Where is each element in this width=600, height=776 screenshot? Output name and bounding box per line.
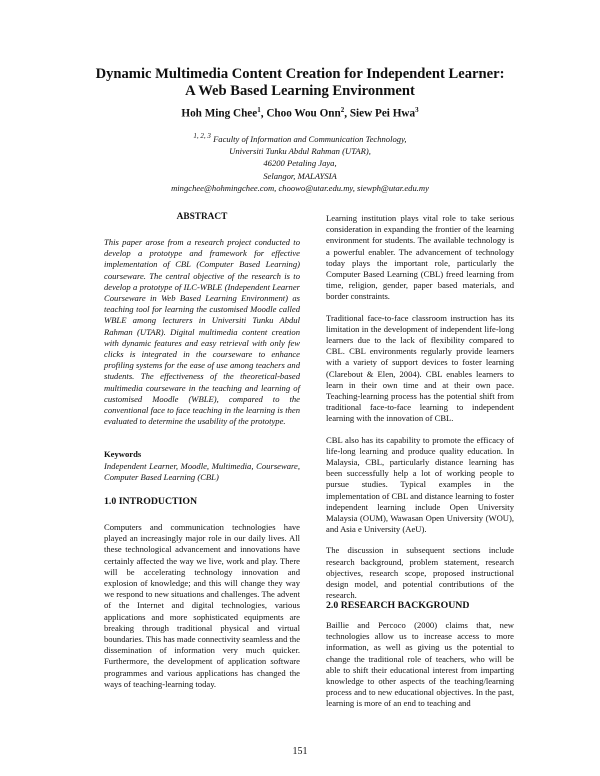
abstract-heading: ABSTRACT [176, 212, 228, 222]
affiliation-line: Universiti Tunku Abdul Rahman (UTAR), [229, 146, 371, 157]
section-heading-introduction: 1.0 INTRODUCTION [104, 496, 198, 507]
title-line-2: A Web Based Learning Environment [185, 83, 415, 99]
author-emails: mingchee@hohmingchee.com, choowo@utar.edu.my, siewph@utar.edu.my [171, 183, 429, 194]
research-background-paragraph: Baillie and Percoco (2000) claims that, new technologies allow us to increase access to more information, as well as giving us the potential to change the traditional role of teachers, who will be able to shift their educational interest from imparting knowledge to other aspects of the teaching/learning process and to new educational objectives. In the past, learning is more of an end to teaching and [326, 620, 514, 709]
affiliation-line: 46200 Petaling Jaya, [263, 158, 337, 169]
page-number: 151 [292, 746, 308, 757]
body-paragraph: CBL also has its capability to promote the efficacy of life-long learning and produce quality education. In Malaysia, CBL, particularly distance learning has been successfully help a lot of working people to pursue studies. Typical examples in the implementation of CBL and distance learning to foster independent learning include Open University Malaysia (OUM), Wawasan Open University (WOU), and Asia e University (AeU). [326, 434, 514, 535]
body-paragraph: Learning institution plays vital role to take serious consideration in expanding the frontier of the learning environment for students. The available technology is a powerful enabler. The advancement of technology today plays the important role, particularly the Computer Based Learning (CBL) freed learning from time, religion, gender, paper based materials, and border constraints. [326, 213, 514, 302]
introduction-paragraph: Computers and communication technologies have played an increasingly major role in our daily lives. All these technological advancement and innovations have certainly affected the way we live, work and play. There will be accelerating technology innovation and explosion of knowledge; and this will change they way we respond to new situations and challenges. The advent of the Internet and digital technologies, various applications and more sophisticated equipments are breaking through traditional physical and virtual boundaries. This has made connectivity seamless and the dissemination of information very much quicker. Furthermore, the development of application software programmes and various applications has changed the ways of teaching-learning today. [104, 522, 301, 689]
author-superscript: 2 [340, 106, 345, 114]
author-superscript: 3 [415, 106, 419, 114]
keywords-heading: Keywords [104, 449, 142, 459]
author-name: Hoh Ming Chee [181, 107, 258, 120]
keywords-text: Independent Learner, Moodle, Multimedia, Courseware, Computer Based Learning (CBL) [104, 461, 300, 483]
affiliation-block [60, 130, 540, 194]
author-separator: , [344, 107, 350, 120]
body-paragraph: Traditional face-to-face classroom instruction has its limitation in the development of independent life-long learners due to the lack of flexibility compared to CBL. CBL environments regularly provide learners with a variety of support devices to foster learning (Clarebout & Elen, 2004). CBL enables learners to learn in their own time and at their own pace. Teaching-learning process has the potential shift from traditional face-to-face learning to independent learning with the innovation of CBL. [326, 312, 514, 424]
paper-title [60, 66, 540, 100]
affiliation-superscript: 1, 2, 3 [193, 132, 211, 140]
author-superscript: 1 [257, 106, 261, 114]
author-name: Choo Wou Onn [266, 107, 341, 120]
affiliation-line: Selangor, MALAYSIA [263, 170, 337, 181]
abstract-text: This paper arose from a research project conducted to develop a prototype and framework for effective implementation of CBL (Computer Based Learning) courseware. The central objective of the research is to develop a prototype of ILC-WBLE (Independent Learner Courseware in Web Based Learning Environment) as teaching tool for learning the customised Moodle called WBLE among lecturers in Universiti Tunku Abdul Rahman (UTAR). Digital multimedia content creation with dynamic features and easy retrieval with only few clicks is integrated in the courseware to enhance profiling systems for the ease of use among teachers and students. The effectiveness of the theoretical-based multimedia courseware in the teaching and learning of customised Moodle (WBLE), compared to the conventional face to face teaching in the learning is then evaluated to determine the usability of the prototype. [104, 237, 300, 427]
body-paragraph: The discussion in subsequent sections include research background, problem statement, research objectives, research scope, proposed instructional design model, and potential contributions of the research. [326, 545, 514, 601]
author-name: Siew Pei Hwa [349, 107, 416, 120]
affiliation-line: Faculty of Information and Communication Technology, [213, 133, 407, 144]
right-column [326, 213, 514, 612]
author-separator: , [260, 107, 267, 120]
author-list [60, 106, 540, 120]
section-heading-research-background: 2.0 RESEARCH BACKGROUND [326, 600, 470, 611]
title-line-1: Dynamic Multimedia Content Creation for Independent Learner: [95, 66, 505, 82]
